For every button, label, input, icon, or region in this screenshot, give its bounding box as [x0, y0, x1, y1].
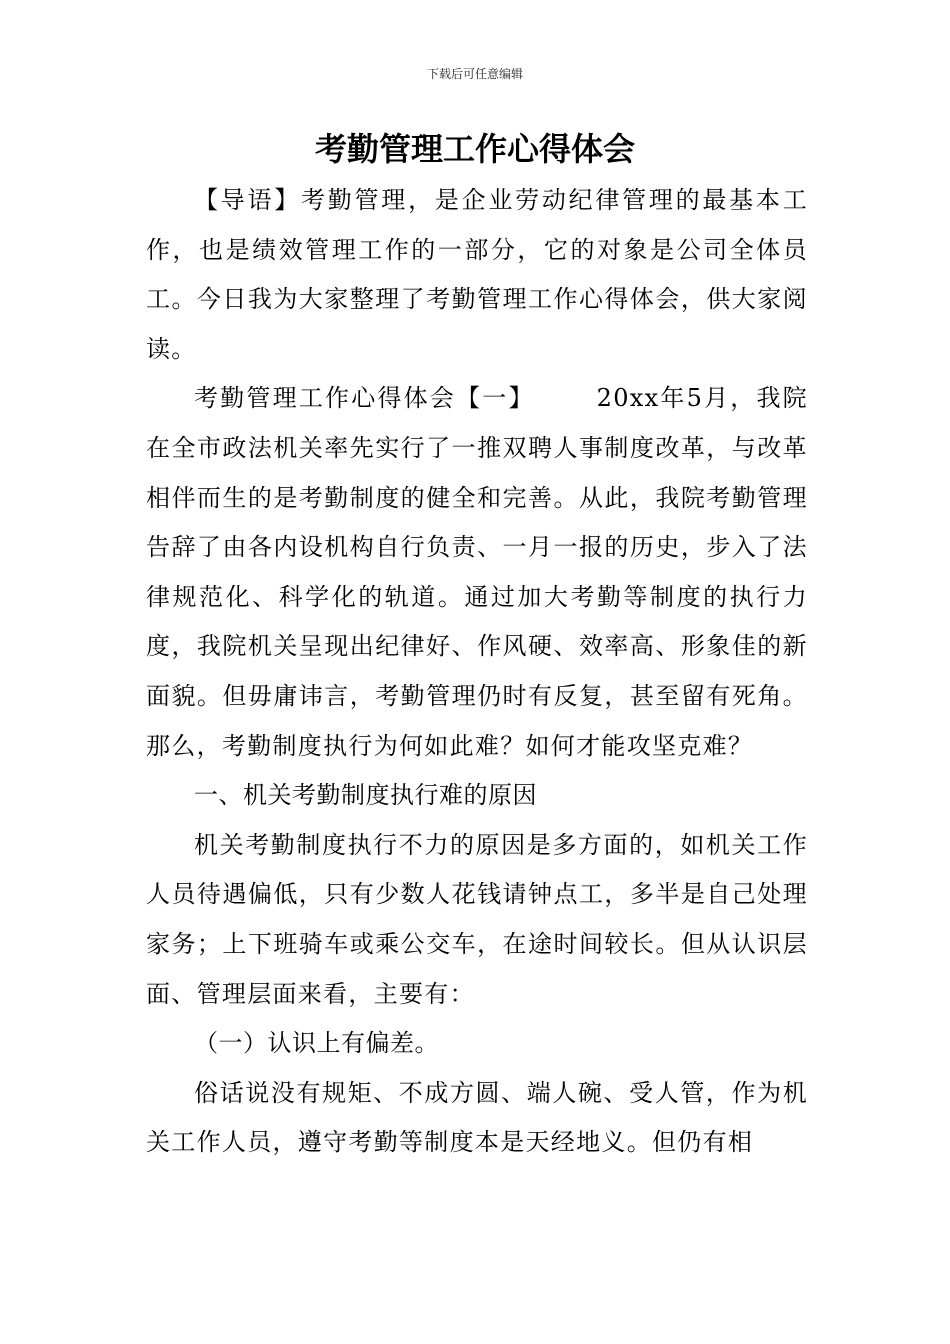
document-body	[146, 176, 808, 1168]
subsection-one-heading: （一）认识上有偏差。	[194, 1029, 439, 1058]
intro-paragraph: 【导语】考勤管理，是企业劳动纪律管理的最基本工作，也是绩效管理工作的一部分，它的对象是公司全体员工。今日我为大家整理了考勤管理工作心得体会，供大家阅读。	[146, 186, 808, 363]
section-one-paragraph: 机关考勤制度执行不力的原因是多方面的，如机关工作人员待遇偏低，只有少数人花钱请钟点工，多半是自己处理家务；上下班骑车或乘公交车，在途时间较长。但从认识层面、管理层面来看，主要有：	[146, 830, 808, 1008]
part-one-text: 20xx年5月，我院在全市政法机关率先实行了一推双聘人事制度改革，与改革相伴而生的是考勤制度的健全和完善。从此，我院考勤管理告辞了由各内设机构自行负责、一月一报的历史，步入了法律规范化、科学化的轨道。通过加大考勤等制度的执行力度，我院机关呈现出纪律好、作风硬、效率高、形象佳的新面貌。但毋庸讳言，考勤管理仍时有反复，甚至留有死角。那么，考勤制度执行为何如此难？如何才能攻坚克难？	[146, 384, 808, 760]
section-one-heading: 一、机关考勤制度执行难的原因	[194, 781, 537, 810]
part-one-paragraph	[146, 374, 808, 771]
header-note: 下载后可任意编辑	[426, 67, 523, 81]
page-title: 考勤管理工作心得体会	[314, 130, 635, 168]
subsection-one-paragraph: 俗话说没有规矩、不成方圆、端人碗、受人管，作为机关工作人员，遵守考勤等制度本是天经地义。但仍有相	[146, 1078, 808, 1157]
part-one-label: 考勤管理工作心得体会【一】	[194, 384, 535, 413]
